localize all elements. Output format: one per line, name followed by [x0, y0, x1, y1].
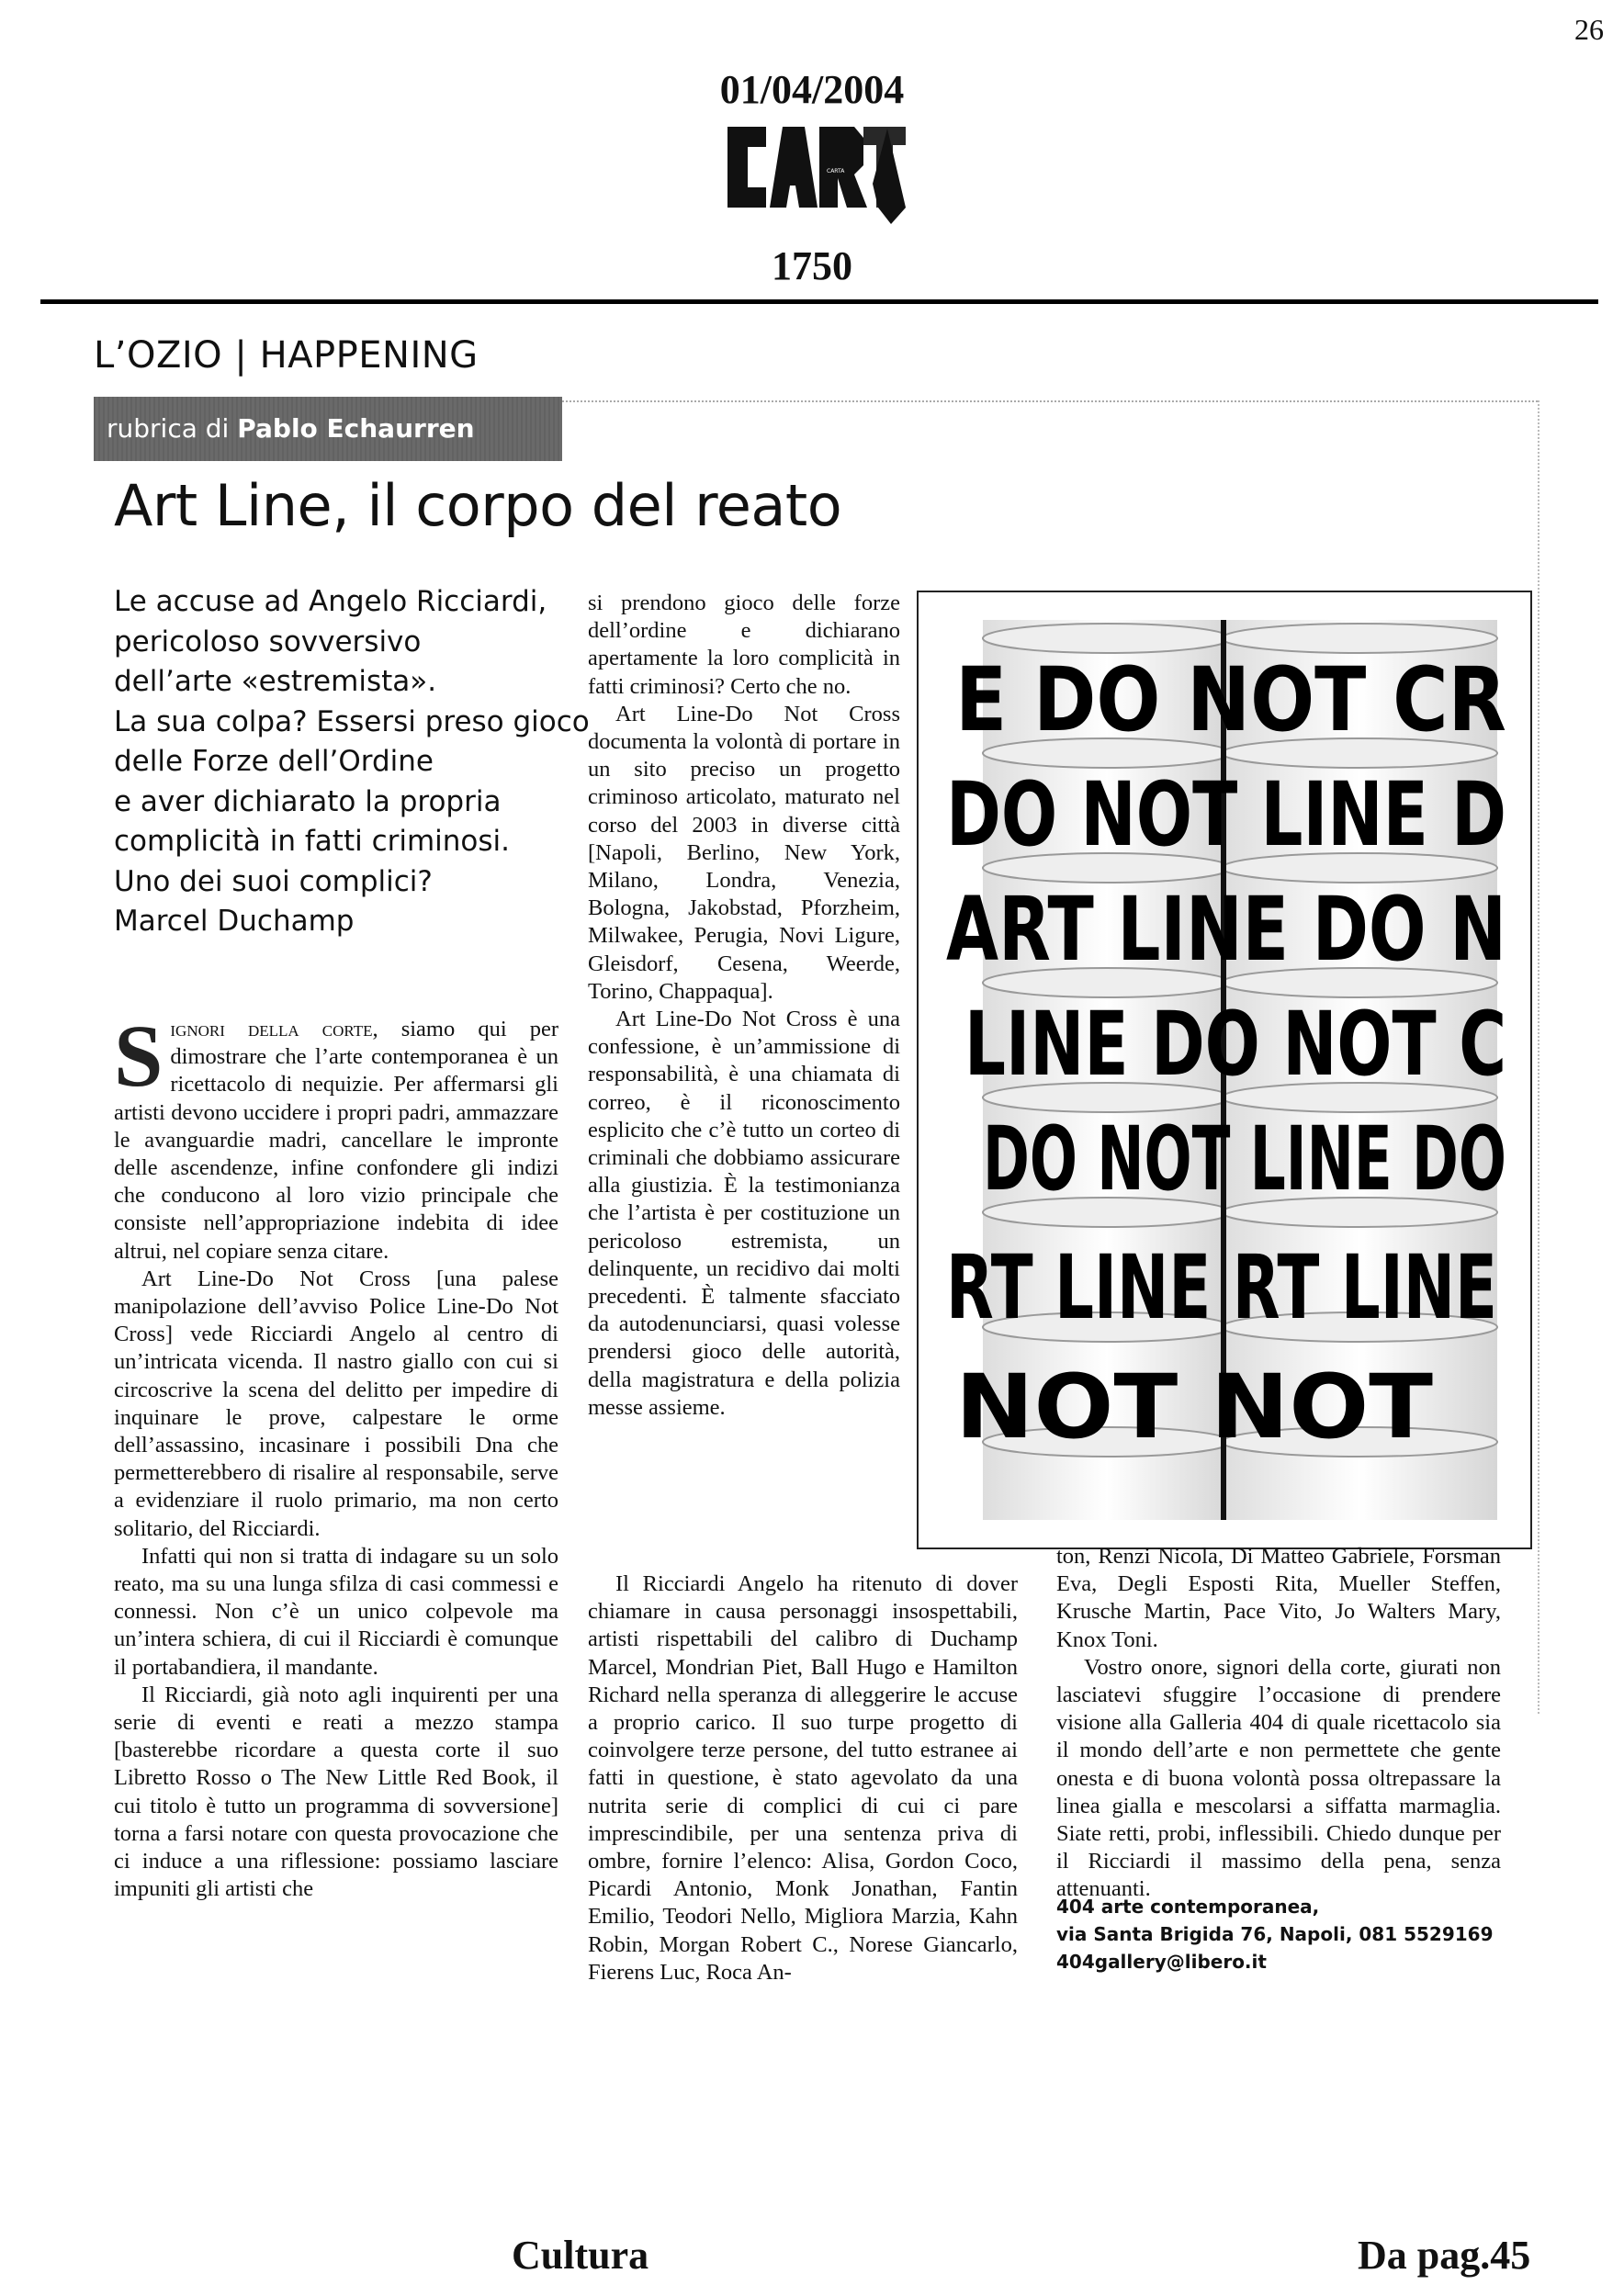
paragraph: Art Line-Do Not Cross [una palese manipolazione dell’avviso Police Line-Do Not Cross] vede Ricciardi Angelo al centro di un’intricata vicenda. Il nastro giallo con cui si circoscrive la scena del delitto per impedire di inquinare le prove, calpestare le orme dell’assassino, incasinare i possibili Dna che permetterebbero di risalire al responsabile, serve a evidenziare il ruolo primario, ma non certo solitario, del Ricciardi.	[114, 1266, 558, 1541]
paragraph: Infatti qui non si tratta di indagare su un solo reato, ma su una lunga sfilza di casi commessi e connessi. Non c’è un unico colpevole ma un’intera schiera, di cui il Ricciardi è comunque il portabandiera, il mandante.	[114, 1543, 558, 1680]
paragraph: Art Line-Do Not Cross è una confessione, è un’ammissione di responsabilità, è una chiamata di correo, è il riconoscimento esplicito che c’è tutto un corteo di criminali che dobbiamo assicurare alla giustizia. È la testimonianza che l’artista è per costituzione un pericoloso estremista, un delinquente, un recidivo dai molti precedenti. È talmente sfacciato da autodenunciarsi, quasi volesse prendersi gioco delle autorità, della magistratura e della polizia messe assieme.	[588, 1007, 900, 1420]
paragraph: Il Ricciardi, già noto agli inquirenti per una serie di eventi e reati a mezzo stampa [basterebbe ricordare a questa corte il suo Libretto Rosso o The New Little Red Book, il cui titolo è tutto un programma di sovversione] torna a farsi notare con questa provocazione che ci induce a una riflessione: possiamo lasciare impuniti gli artisti che	[114, 1682, 558, 1902]
frame-right-line	[1538, 400, 1539, 1714]
gallery-address: via Santa Brigida 76, Napoli, 081 5529169	[1056, 1923, 1494, 1945]
artwork-photo	[917, 591, 1532, 1549]
drop-cap: S	[114, 1007, 164, 1105]
header-rule	[40, 299, 1598, 304]
footer-section: Cultura	[512, 2233, 649, 2278]
article-column-2-bottom	[588, 1570, 1018, 1986]
lede-line: e aver dichiarato la propria	[114, 784, 502, 818]
article-column-3	[1056, 1543, 1501, 1904]
masthead-logo	[726, 119, 908, 231]
paragraph: Vostro onore, signori della corte, giurati non lasciatevi sfuggire l’occasione di prendere visione alla Galleria 404 di quale ricettacolo sia il mondo dell’arte e non permettete che gente onesta e di buona volontà possa oltrepassare la linea gialla e mescolarsi a siffatta marmaglia. Siate retti, probi, inflessibili. Chiedo dunque per il Ricciardi il massimo della pena, senza attenuanti.	[1056, 1654, 1501, 1902]
paragraph: ton, Renzi Nicola, Di Matteo Gabriele, Forsman Eva, Degli Esposti Rita, Mueller Steffen, Krusche Martin, Pace Vito, Jo Walters Mary, Knox Toni.	[1056, 1544, 1501, 1652]
gallery-email: 404gallery@libero.it	[1056, 1951, 1267, 1973]
lede-line: dell’arte «estremista».	[114, 665, 437, 698]
paragraph	[114, 1007, 558, 1266]
tape-text: LINE DO NOT C	[964, 993, 1506, 1096]
lede-line: delle Forze dell’Ordine	[114, 745, 434, 778]
tape-text: DO NOT LINE D	[946, 763, 1506, 866]
frame-top-line	[562, 400, 1538, 402]
lede-line: Marcel Duchamp	[114, 905, 355, 938]
lede-line: Le accuse ad Angelo Ricciardi,	[114, 585, 547, 618]
masthead-logo-text: CARTA	[827, 168, 845, 174]
lede-line: pericoloso sovversivo	[114, 625, 422, 658]
footer-continued: Da pag.45	[1358, 2233, 1531, 2278]
article-headline: Art Line, il corpo del reato	[114, 472, 842, 539]
gallery-contact	[1056, 1893, 1506, 1975]
tape-text: DO NOT LINE DO	[983, 1108, 1506, 1210]
paragraph: Art Line-Do Not Cross documenta la volontà di portare in un sito preciso un progetto criminoso articolato, maturato nel corso del 2003 in diverse città [Napoli, Berlino, New York, Milano, Londra, Venezia, Bologna, Jakobstad, Pforzheim, Milwakee, Perugia, Novi Ligure, Gleisdorf, Cesena, Weerde, Torino, Chappaqua].	[588, 701, 900, 1004]
byline-bar	[94, 397, 562, 461]
paragraph: si prendono gioco delle forze dell’ordine e dichiarano apertamente la loro complicità in fatti criminosi? Certo che no.	[588, 591, 900, 699]
gallery-name: 404 arte contemporanea,	[1056, 1896, 1320, 1918]
issue-number: 1750	[772, 243, 852, 288]
tape-text: ART LINE DO N	[946, 878, 1506, 981]
tape-text: RT LINE RT LINE	[946, 1236, 1497, 1339]
byline-prefix: rubrica di	[107, 413, 230, 444]
lede-line: La sua colpa? Essersi preso gioco	[114, 704, 590, 738]
paragraph-text: siamo qui per dimostrare che l’arte contemporanea è un ricettacolo di nequizie. Per affermarsi gli artisti devono uccidere i propri padri, ammazzare le avanguardie madri, cancellare le impronte delle ascendenze, infine confondere gli indizi che conducono al loro vizio principale che consiste nell’appropriazione indebita di idee altrui, nel copiare senza citare.	[114, 1017, 558, 1264]
opening-words: ignori della corte,	[170, 1017, 378, 1041]
paragraph: Il Ricciardi Angelo ha ritenuto di dover chiamare in causa personaggi insospettabili, artisti rispettabili del calibro di Duchamp Marcel, Mondrian Piet, Ball Hugo e Hamilton Richard nella speranza di alleggerire le accuse a proprio carico. Il suo turpe progetto di coinvolgere terze persone, del tutto estranee ai fatti in questione, è stato agevolato da una nutrita serie di complici di cui ci pare imprescindibile, per una sentenza priva di ombre, fornire l’elenco: Alisa, Gordon Coco, Picardi Antonio, Monk Jonathan, Fantin Emilio, Teodori Nello, Migliora Marzia, Kahn Robin, Morgan Robert C., Norese Giancarlo, Fierens Luc, Roca An-	[588, 1571, 1018, 1985]
lede-line: Uno dei suoi complici?	[114, 864, 433, 898]
section-label: L’OZIO | HAPPENING	[94, 334, 479, 377]
byline-author: Pablo Echaurren	[237, 413, 475, 444]
article-column-2-top	[588, 590, 900, 1422]
tape-text: NOT NOT	[955, 1356, 1433, 1458]
page-number: 26	[1574, 13, 1604, 46]
article-column-1	[114, 1007, 558, 1904]
tape-rolls-illustration	[919, 592, 1530, 1548]
article-lede	[114, 582, 590, 942]
lede-line: complicità in fatti criminosi.	[114, 825, 511, 858]
publication-date: 01/04/2004	[719, 67, 905, 112]
tape-text: E DO NOT CR	[955, 648, 1506, 751]
